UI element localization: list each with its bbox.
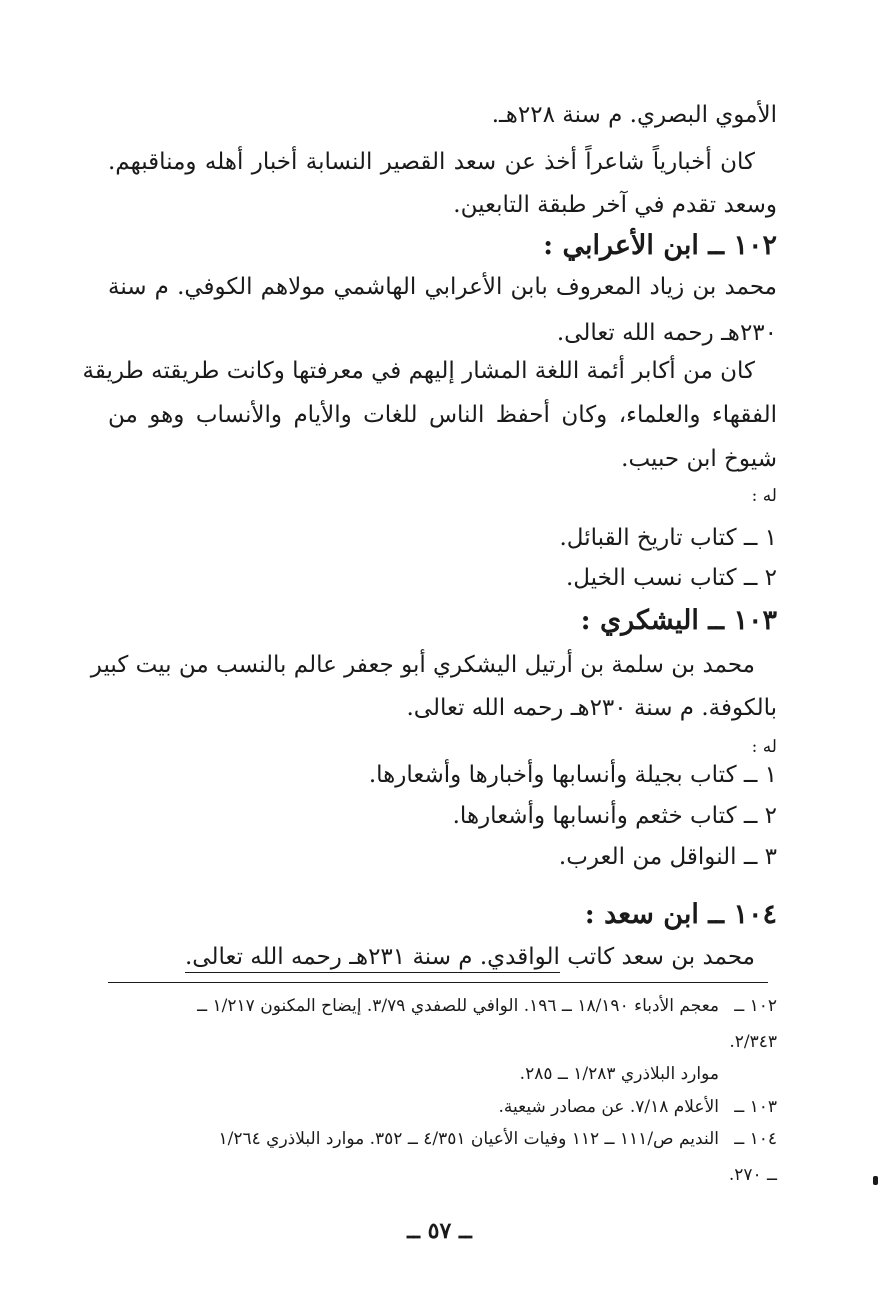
footnote-102-number: ١٠٢ ــ [734, 996, 777, 1016]
entry-103-work-1: ١ ــ كتاب بجيلة وأنسابها وأخبارها وأشعارها. [368, 762, 777, 788]
scan-mark [873, 1176, 878, 1185]
footnote-104-number: ١٠٤ ــ [734, 1129, 777, 1149]
entry-101-line-1: الأموي البصري. م سنة ٢٢٨هـ. [491, 102, 777, 128]
entry-103-work-3: ٣ ــ النواقل من العرب. [558, 844, 777, 870]
footnote-103-number: ١٠٣ ــ [734, 1097, 777, 1117]
entry-102-heading: ١٠٢ ــ ابن الأعرابي : [543, 230, 777, 261]
entry-103-line-1: محمد بن سلمة بن أرتيل اليشكري أبو جعفر عالم بالنسب من بيت كبير [90, 652, 755, 678]
entry-102-line-3: كان من أكابر أئمة اللغة المشار إليهم في معرفتها وكانت طريقته طريقة [82, 358, 755, 384]
entry-102-work-1: ١ ــ كتاب تاريخ القبائل. [559, 525, 777, 551]
entry-101-line-3: وسعد تقدم في آخر طبقة التابعين. [453, 192, 777, 218]
footnote-separator [108, 982, 768, 983]
entry-102-line-1: محمد بن زياد المعروف بابن الأعرابي الهاشمي مولاهم الكوفي. م سنة [108, 274, 777, 300]
footnote-102 [108, 994, 777, 1018]
footnote-102-text-3: موارد البلاذري ١/٢٨٣ ــ ٢٨٥. [519, 1064, 719, 1084]
entry-102-line-4: الفقهاء والعلماء، وكان أحفظ الناس للغات والأيام والأنساب وهو من [108, 402, 777, 428]
page-number: ــ ٥٧ ــ [407, 1218, 472, 1244]
entry-103-heading: ١٠٣ ــ اليشكري : [580, 605, 777, 636]
entry-104-line-1 [185, 942, 755, 972]
footnote-102-text-2: ٢/٣٤٣. [729, 1032, 777, 1052]
entry-102-line-5: شيوخ ابن حبيب. [621, 446, 777, 472]
entry-103-line-2: بالكوفة. م سنة ٢٣٠هـ رحمه الله تعالى. [406, 695, 777, 721]
footnote-104 [108, 1127, 777, 1151]
entry-104-line-1-start: محمد بن سعد كاتب [567, 944, 755, 970]
footnote-103 [499, 1095, 778, 1119]
footnote-104-text-2: ــ ٢٧٠. [728, 1165, 777, 1185]
entry-102-line-2: ٢٣٠هـ رحمه الله تعالى. [556, 320, 777, 346]
entry-102-work-2: ٢ ــ كتاب نسب الخيل. [565, 565, 777, 591]
footnote-103-text-1: الأعلام ٧/١٨. عن مصادر شيعية. [498, 1097, 719, 1117]
entry-104-heading: ١٠٤ ــ ابن سعد : [584, 899, 777, 930]
entry-101-line-2: كان أخبارياً شاعراً أخذ عن سعد القصير النسابة أخبار أهله ومناقبهم. [108, 149, 755, 175]
entry-103-works-label: له : [751, 737, 777, 757]
entry-104-line-1-underlined: الواقدي. م سنة ٢٣١هـ رحمه الله تعالى. [185, 944, 560, 973]
entry-103-work-2: ٢ ــ كتاب خثعم وأنسابها وأشعارها. [452, 803, 777, 829]
footnote-104-text-1: النديم ص/١١١ ــ ١١٢ وفيات الأعيان ٤/٣٥١ ــ ٣٥٢. موارد البلاذري ١/٢٦٤ [218, 1129, 719, 1149]
footnote-102-text-1: معجم الأدباء ١٨/١٩٠ ــ ١٩٦. الوافي للصفدي ٣/٧٩. إيضاح المكنون ١/٢١٧ ــ [197, 996, 719, 1016]
entry-102-works-label: له : [751, 486, 777, 506]
